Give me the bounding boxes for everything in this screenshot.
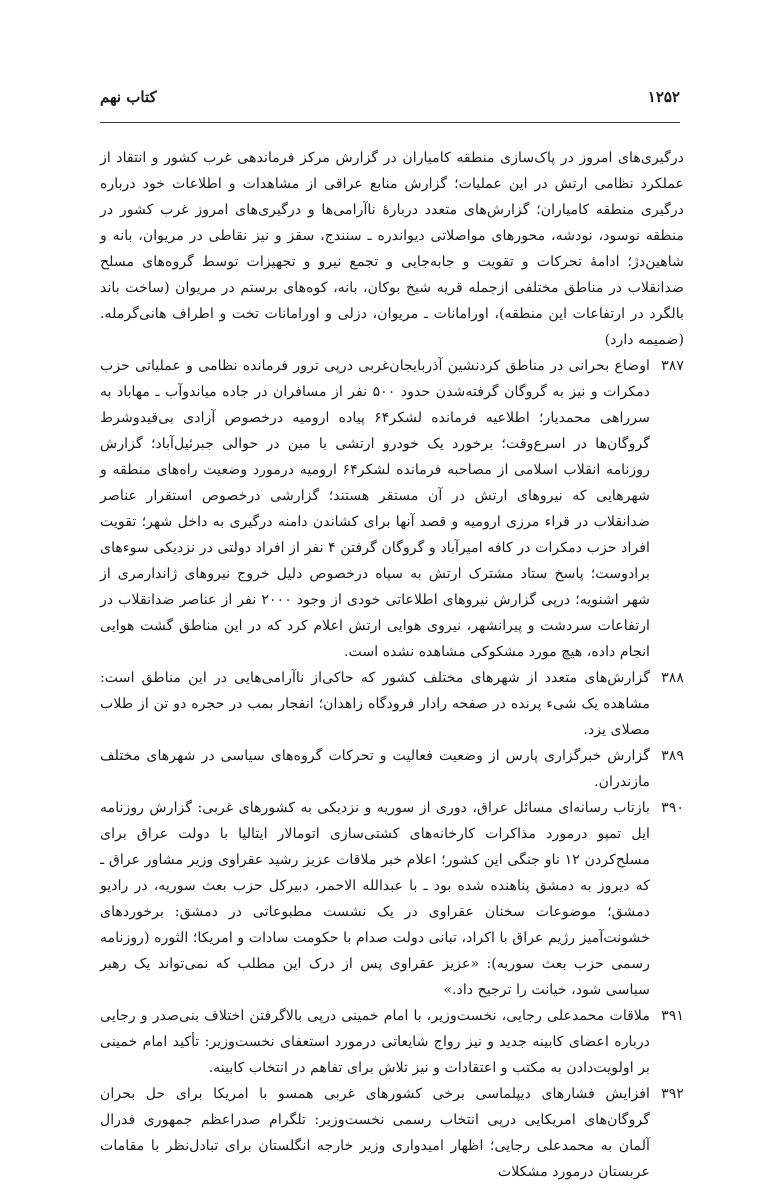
lead-paragraph	[100, 145, 684, 353]
entry-text: افزایش فشارهای دیپلماسی برخی کشورهای غربی همسو با امریکا برای حل بحران گروگان‌های امریکایی درپی انتخاب رسمی نخست‌وزیر: تلگرام صدراعظم جمهوری فدرال آلمان به محمدعلی رجایی؛ اظهار امیدواری وزیر خارجه انگلستان برای تبادل‌نظر با مقامات عربستان درمورد مشکلات	[100, 1086, 650, 1180]
entry-389	[100, 743, 684, 795]
page-body	[100, 145, 684, 1180]
entry-text: ملاقات محمدعلی رجایی، نخست‌وزیر، با امام خمینی درپی بالاگرفتن اختلاف بنی‌صدر و رجایی درباره اعضای کابینه جدید و نیز رواج شایعاتی درمورد استعفای نخست‌وزیر: تأکید امام خمینی بر اولویت‌دادن به مکتب و اعتقادات و نیز تلاش برای تفاهم در انتخاب کابینه.	[100, 1008, 650, 1076]
page-header	[100, 88, 680, 114]
entry-392	[100, 1081, 684, 1185]
entry-text: گزارش خبرگزاری پارس از وضعیت فعالیت و تحرکات گروه‌های سیاسی در شهرهای مختلف مازندران.	[100, 748, 650, 790]
entry-number: ۳۹۲	[661, 1086, 684, 1102]
entry-387	[100, 353, 684, 665]
entry-text: بازتاب رسانه‌ای مسائل عراق، دوری از سوریه و نزدیکی به کشورهای غربی: گزارش روزنامه ایل تمپو درمورد مذاکرات کارخانه‌های کشتی‌سازی اتومالار ایتالیا با دولت عراق برای مسلح‌کردن ۱۲ ناو جنگی این کشور؛ اعلام خبر ملاقات عزیز رشید عقراوی وزیر مشاور عراق ـ که دیروز به دمشق پناهنده شده بود ـ با عبدالله الاحمر، دبیرکل حزب بعث سوریه، در رادیو دمشق؛ موضوعات سخنان عقراوی در یک نشست مطبوعاتی در دمشق: برخوردهای خشونت‌آمیز رژیم عراق با اکراد، تبانی دولت صدام با حکومت سادات و امریکا؛ الثوره (روزنامه رسمی حزب بعث سوریه): «عزیز عقراوی پس از درک این مطلب که نمی‌تواند یک رهبر سیاسی شود، خیانت را ترجیح داد.»	[100, 800, 650, 998]
entry-390	[100, 795, 684, 1003]
entry-391	[100, 1003, 684, 1081]
header-divider	[100, 122, 680, 123]
entry-number: ۳۸۹	[661, 748, 684, 764]
entry-number: ۳۸۸	[661, 670, 684, 686]
entry-number: ۳۹۱	[661, 1008, 684, 1024]
page-number: ۱۲۵۲	[647, 88, 680, 106]
entry-number: ۳۹۰	[661, 800, 684, 816]
lead-paragraph-text: درگیری‌های امروز در پاک‌سازی منطقه کامیاران در گزارش مرکز فرماندهی غرب کشور و انتقاد از عملکرد نظامی ارتش در این عملیات؛ گزارش منابع عراقی از مشاهدات و اطلاعات خود درباره درگیری منطقه کامیاران؛ گزارش‌های متعدد دربارهٔ ناآرامی‌ها و درگیری‌های امروز غرب کشور در منطقه نوسود، نودشه، محورهای مواصلاتی دیواندره ـ سنندج، سقز و نیز نقاطی در مریوان، بانه و شاهین‌دژ؛ ادامهٔ تحرکات و تقویت و جابه‌جایی و تجمع نیرو و تجهیزات توسط گروه‌های مسلح ضدانقلاب در مناطق مختلفی ازجمله قریه شیخ بوکان، بانه، کوه‌های برستم در مریوان (ساخت باند بالگرد در ارتفاعات این منطقه)، اورامانات ـ مریوان، دزلی و اورامانات تخت و اطراف هانی‌گرمله. (ضمیمه دارد)	[100, 150, 684, 348]
book-title: کتاب نهم	[100, 88, 157, 106]
entry-388	[100, 665, 684, 743]
entry-text: اوضاع بحرانی در مناطق کردنشین آذربایجان‌غربی درپی ترور فرمانده نظامی و عملیاتی حزب دمکرات و نیز به گروگان گرفته‌شدن حدود ۵۰۰ نفر از مسافران در جاده میاندوآب ـ مهاباد به سرراهی محمدیار؛ اطلاعیه فرمانده لشکر۶۴ پیاده ارومیه درخصوص آزادی بی‌قیدوشرط گروگان‌ها در اسرع‌وقت؛ برخورد یک خودرو ارتشی با مین در حوالی جبرئیل‌آباد؛ گزارش روزنامه انقلاب اسلامی از مصاحبه فرمانده لشکر۶۴ ارومیه درمورد وضعیت راه‌های منطقه و شهرهایی که نیروهای ارتش در آن مستقر هستند؛ گزارشی درخصوص استقرار عناصر ضدانقلاب در قراء مرزی ارومیه و قصد آنها برای کشاندن دامنه درگیری به داخل شهر؛ تقویت افراد حزب دمکرات در کافه امیرآباد و گروگان گرفتن ۴ نفر از افراد دولتی در نزدیکی سوءهای برادوست؛ پاسخ ستاد مشترک ارتش به سپاه درخصوص دلیل خروج نیروهای ژاندارمری از شهر اشنویه؛ درپی گزارش نیروهای اطلاعاتی خودی از وجود ۲۰۰۰ نفر از عناصر ضدانقلاب در ارتفاعات سردشت و پیرانشهر، نیروی هوایی ارتش اعلام کرد که در این مناطق گشت هوایی انجام داده، هیچ مورد مشکوکی مشاهده نشده است.	[100, 358, 651, 660]
entry-text: گزارش‌های متعدد از شهرهای مختلف کشور که حاکی‌از ناآرامی‌هایی در این مناطق است: مشاهده یک شیء پرنده در صفحه رادار فرودگاه زاهدان؛ انفجار بمب در حجره دو تن از طلاب مصلای یزد.	[100, 670, 650, 738]
entry-number: ۳۸۷	[661, 358, 684, 374]
